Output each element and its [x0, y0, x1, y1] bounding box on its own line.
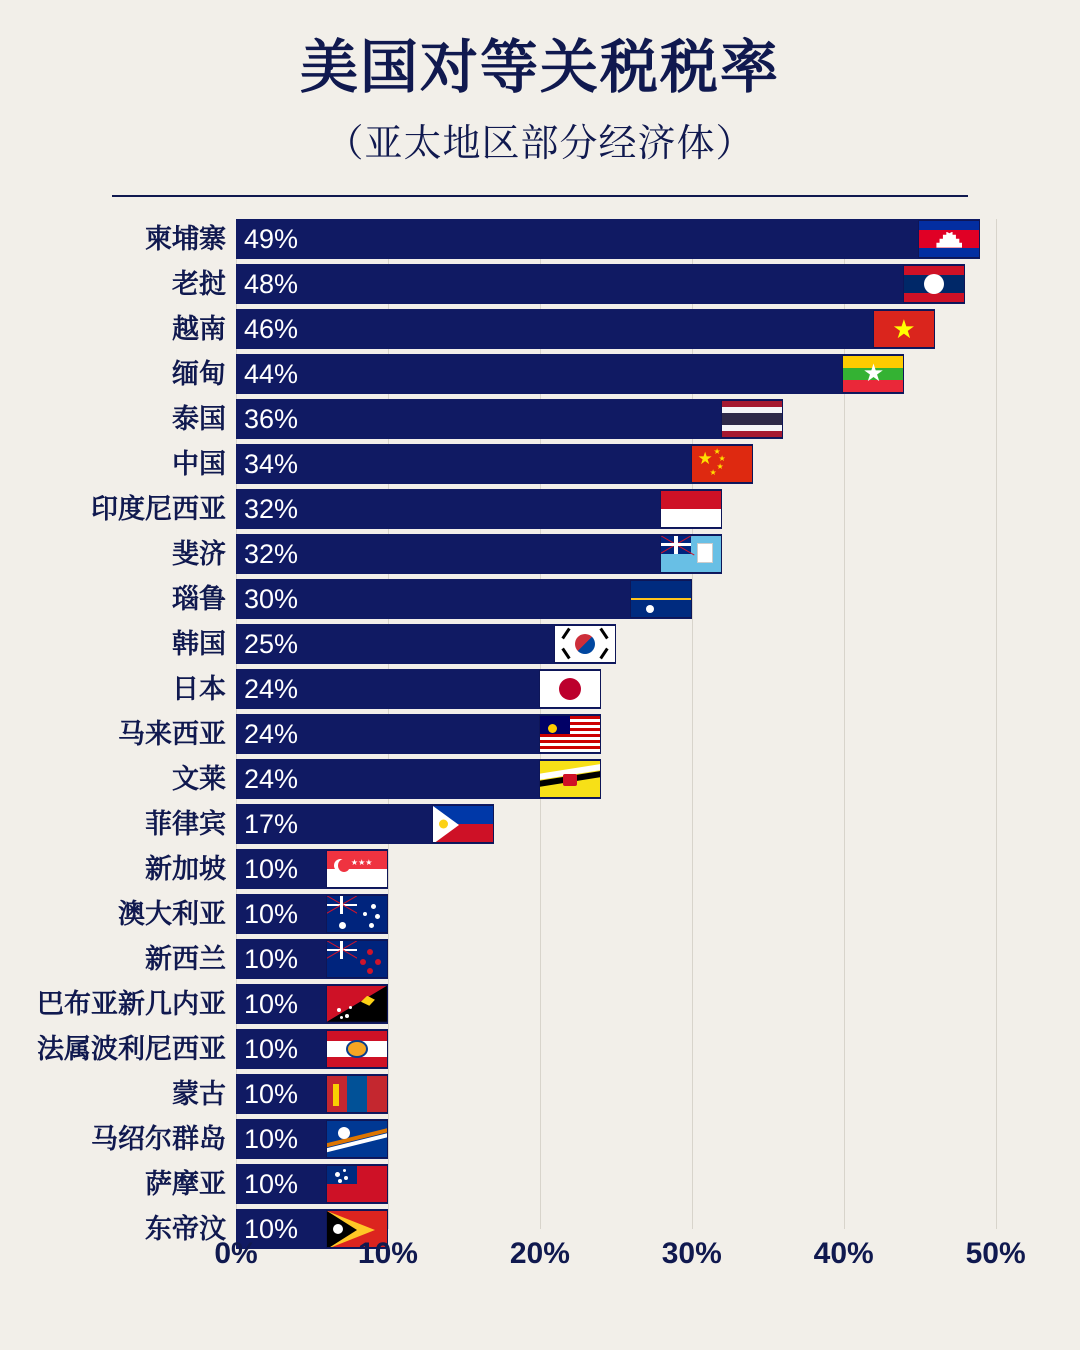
category-label: 新加坡 — [145, 853, 226, 884]
vietnam-flag: ★ — [873, 310, 935, 348]
chart-row — [145, 804, 1026, 849]
category-label: 蒙古 — [172, 1078, 226, 1109]
chart-row — [37, 1029, 1026, 1074]
bar-chart — [0, 219, 1080, 1279]
thailand-flag — [721, 400, 783, 438]
chart-row — [118, 894, 1026, 939]
myanmar-flag: ★ — [842, 355, 904, 393]
bar-value-label: 24% — [244, 718, 299, 749]
papua-new-guinea-flag — [326, 985, 388, 1023]
bar — [236, 354, 904, 394]
bar-value-label: 44% — [244, 358, 299, 389]
chart-row — [145, 939, 1026, 984]
chart-row — [145, 1164, 1026, 1209]
cambodia-flag — [918, 220, 980, 258]
bar-value-label: 17% — [244, 808, 299, 839]
bar-value-label: 10% — [244, 898, 299, 929]
bar — [236, 534, 722, 574]
x-axis-tick: 40% — [813, 1236, 874, 1270]
x-axis-tick: 50% — [965, 1236, 1026, 1270]
bar-value-label: 32% — [244, 538, 299, 569]
bar-value-label: 36% — [244, 403, 299, 434]
category-label: 文莱 — [172, 763, 226, 794]
chart-row — [37, 984, 1026, 1029]
chart-row — [172, 1074, 1026, 1119]
bar-value-label: 10% — [244, 1168, 299, 1199]
bar-value-label: 10% — [244, 1033, 299, 1064]
category-label: 越南 — [172, 313, 226, 344]
page-title: 美国对等关税税率 — [299, 35, 780, 100]
chart-row — [145, 219, 1026, 264]
category-label: 日本 — [172, 673, 226, 704]
chart-row — [172, 354, 1026, 399]
chart-row — [172, 534, 1026, 579]
philippines-flag — [432, 805, 494, 843]
australia-flag — [326, 895, 388, 933]
category-label: 法属波利尼西亚 — [37, 1033, 226, 1064]
category-label: 缅甸 — [172, 358, 226, 389]
french-polynesia-flag — [326, 1030, 388, 1068]
x-axis-tick: 20% — [509, 1236, 570, 1270]
chart-row — [145, 849, 1026, 894]
chart-row — [172, 264, 1026, 309]
category-label: 菲律宾 — [145, 808, 226, 839]
bar — [236, 309, 935, 349]
brunei-flag — [539, 760, 601, 798]
x-axis-tick: 10% — [357, 1236, 418, 1270]
marshall-islands-flag — [326, 1120, 388, 1158]
chart-row — [91, 1119, 1026, 1164]
bar-value-label: 34% — [244, 448, 299, 479]
chart-row — [172, 399, 1026, 444]
mongolia-flag — [326, 1075, 388, 1113]
chart-plot-area — [37, 219, 1026, 1267]
chart-row — [172, 444, 1026, 489]
bar — [236, 579, 692, 619]
bar-value-label: 10% — [244, 1213, 299, 1244]
chart-row — [172, 669, 1026, 714]
bar-value-label: 25% — [244, 628, 299, 659]
category-label: 澳大利亚 — [118, 898, 226, 929]
bar-value-label: 24% — [244, 763, 299, 794]
chart-row — [172, 579, 1026, 624]
title-divider — [112, 195, 968, 197]
china-flag: ★ ★ ★ ★ ★ — [691, 445, 753, 483]
bar-value-label: 10% — [244, 943, 299, 974]
category-label: 柬埔寨 — [145, 223, 226, 254]
chart-row — [172, 309, 1026, 354]
samoa-flag — [326, 1165, 388, 1203]
category-label: 中国 — [172, 448, 226, 479]
category-label: 印度尼西亚 — [91, 493, 226, 524]
x-axis-tick: 0% — [214, 1236, 258, 1270]
bar-value-label: 10% — [244, 1123, 299, 1154]
category-label: 老挝 — [172, 268, 226, 299]
bar-value-label: 10% — [244, 853, 299, 884]
bar-value-label: 30% — [244, 583, 299, 614]
malaysia-flag — [539, 715, 601, 753]
bar — [236, 399, 783, 439]
singapore-flag: ★★★ — [326, 850, 388, 888]
bar-value-label: 24% — [244, 673, 299, 704]
category-label: 韩国 — [172, 628, 226, 659]
south-korea-flag — [554, 625, 616, 663]
category-label: 泰国 — [172, 403, 226, 434]
chart-row — [172, 624, 1026, 669]
category-label: 新西兰 — [145, 943, 226, 974]
bar — [236, 489, 722, 529]
new-zealand-flag — [326, 940, 388, 978]
category-label: 萨摩亚 — [145, 1168, 226, 1199]
bar-value-label: 10% — [244, 988, 299, 1019]
category-label: 瑙鲁 — [172, 583, 226, 614]
bar-value-label: 48% — [244, 268, 299, 299]
bar-value-label: 32% — [244, 493, 299, 524]
category-label: 马绍尔群岛 — [91, 1123, 226, 1154]
chart-row — [118, 714, 1026, 759]
chart-row — [172, 759, 1026, 804]
nauru-flag — [630, 580, 692, 618]
chart-rows — [37, 219, 1026, 1254]
bar-value-label: 49% — [244, 223, 299, 254]
bar — [236, 219, 980, 259]
bar — [236, 444, 753, 484]
laos-flag — [903, 265, 965, 303]
bar-value-label: 46% — [244, 313, 299, 344]
bar — [236, 264, 965, 304]
page-subtitle: （亚太地区部分经济体） — [325, 122, 755, 165]
category-label: 巴布亚新几内亚 — [37, 988, 226, 1019]
x-axis-tick: 30% — [661, 1236, 722, 1270]
category-label: 东帝汶 — [145, 1213, 226, 1244]
x-axis — [214, 1231, 1026, 1277]
indonesia-flag — [660, 490, 722, 528]
japan-flag — [539, 670, 601, 708]
fiji-flag — [660, 535, 722, 573]
category-label: 马来西亚 — [118, 718, 226, 749]
chart-row — [91, 489, 1026, 534]
bar-value-label: 10% — [244, 1078, 299, 1109]
category-label: 斐济 — [172, 538, 226, 569]
